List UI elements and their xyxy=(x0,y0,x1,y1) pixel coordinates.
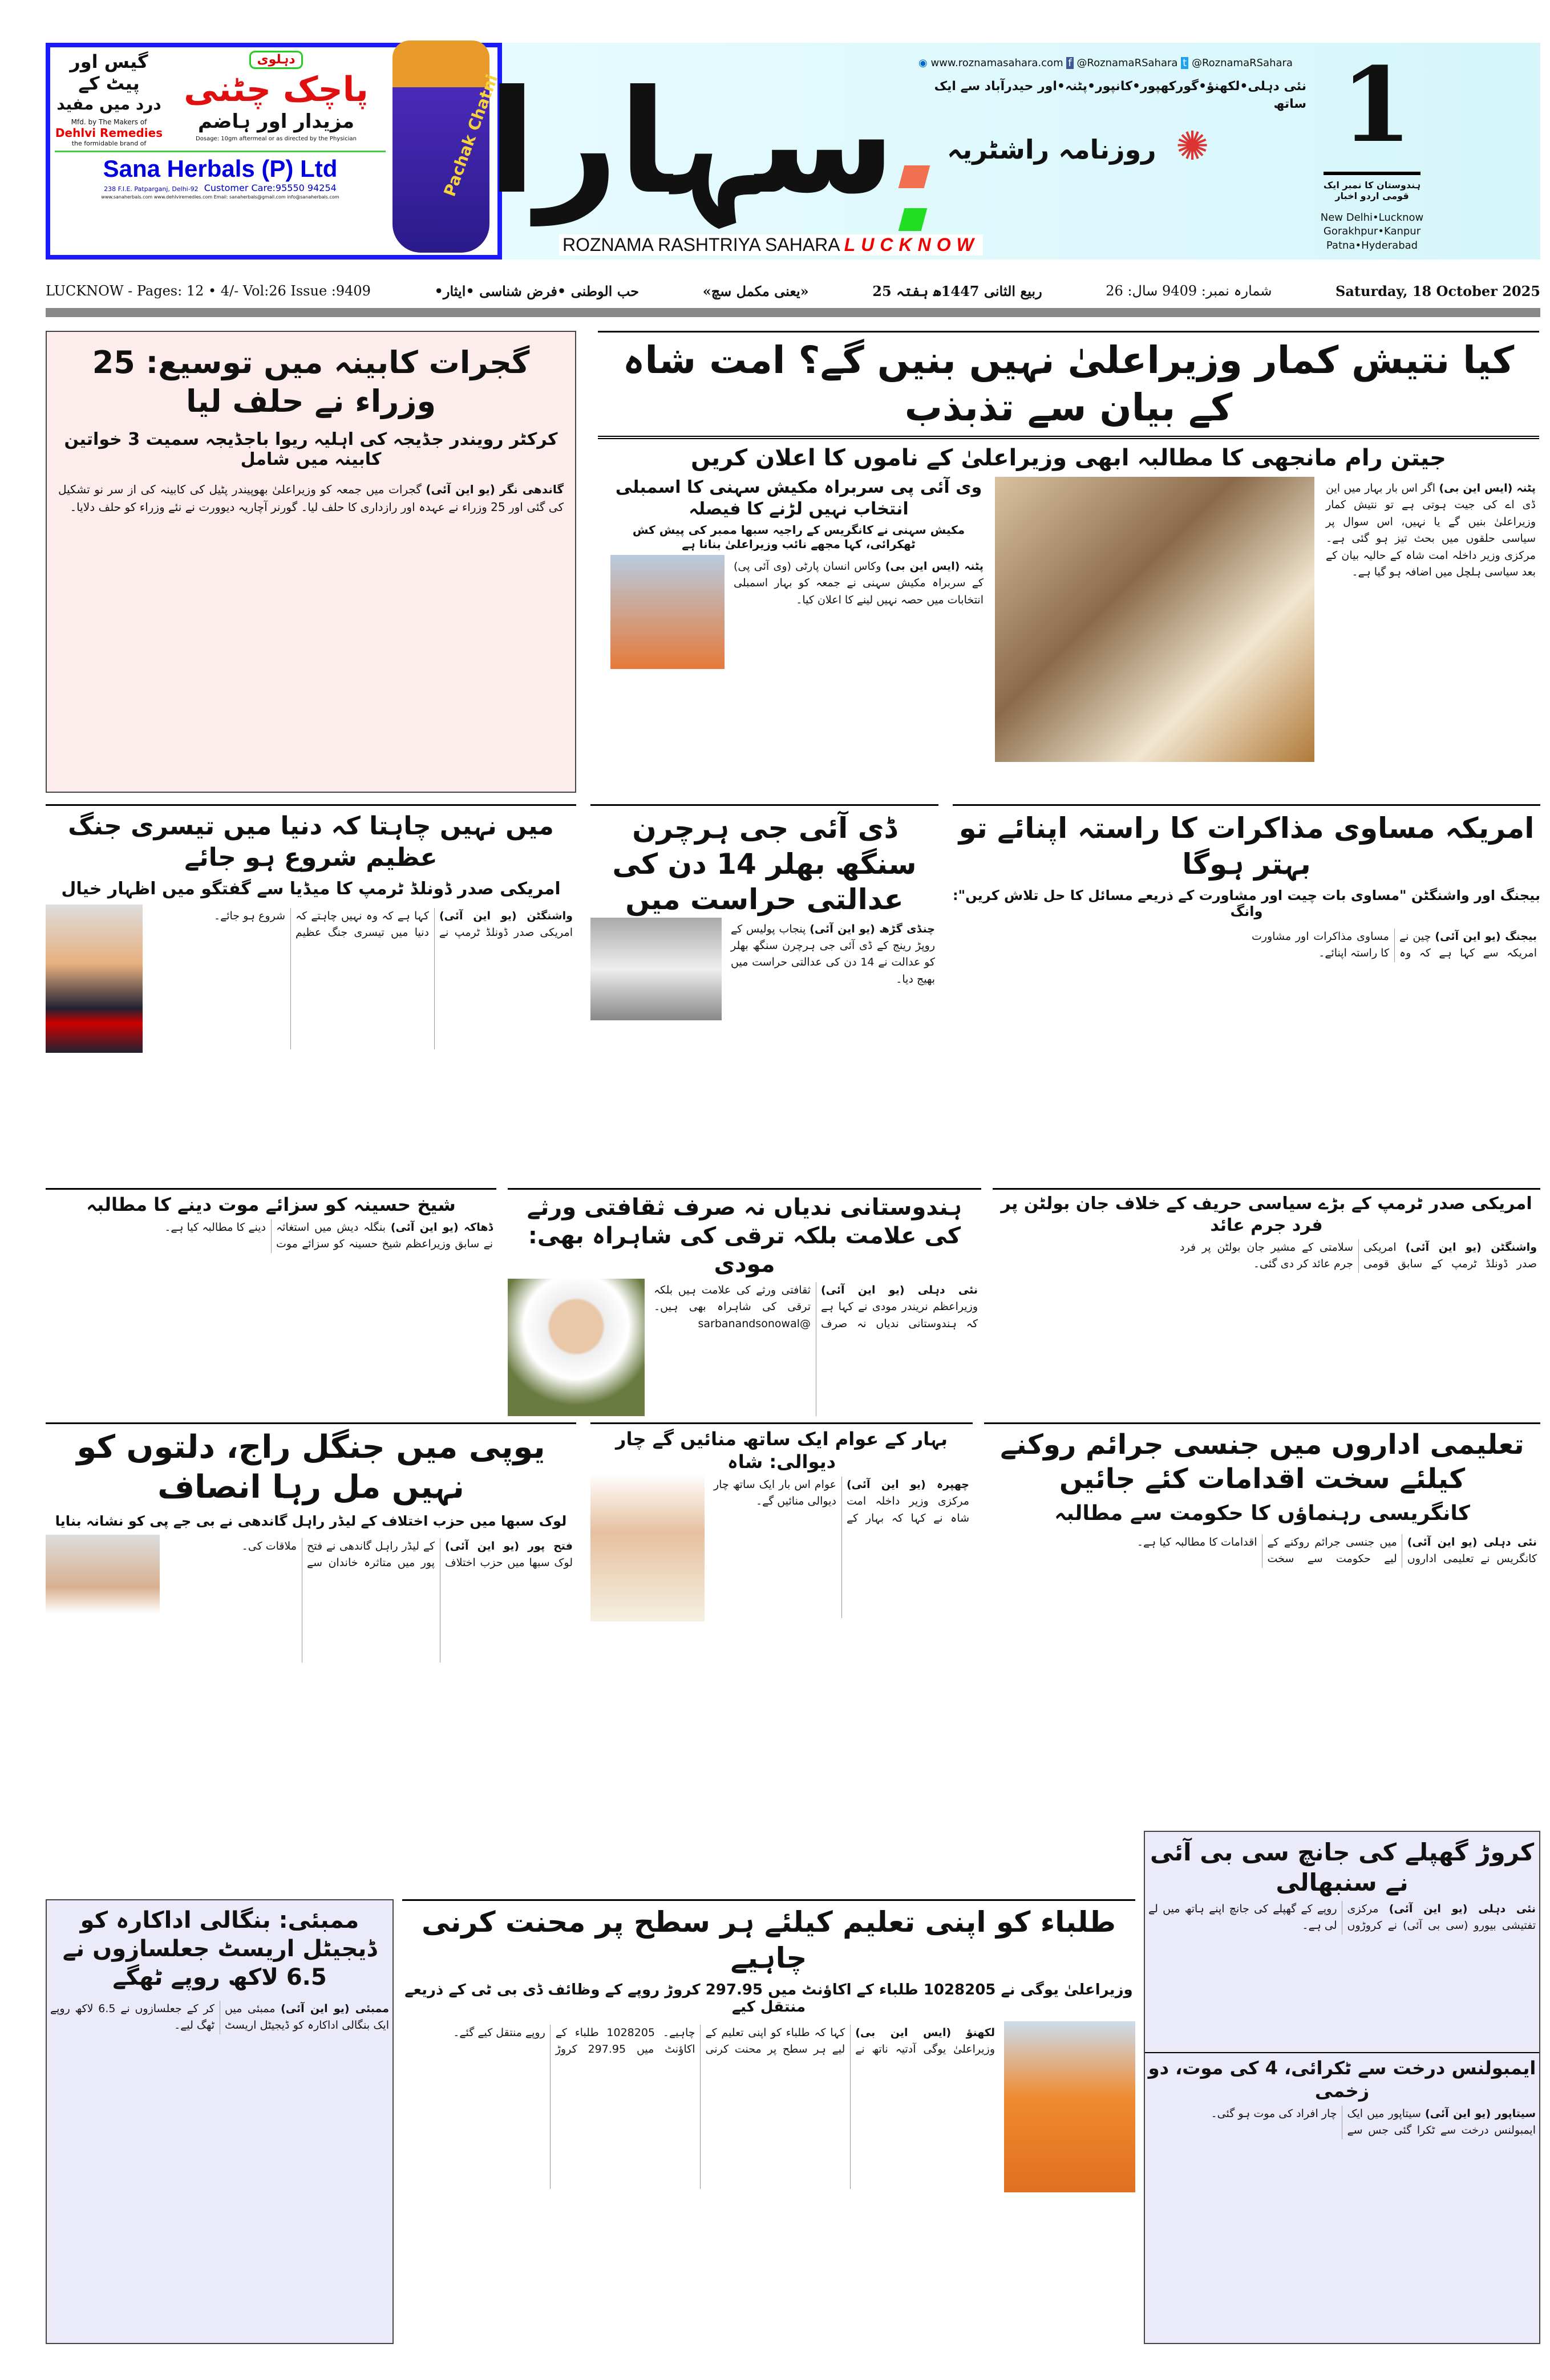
ambulance-body: سیتاپور میں ایک ایمبولنس درخت سے ٹکرا گئی جس سے چار افراد کی موت ہو گئی۔ xyxy=(1211,2107,1536,2137)
mumbai-body: ممبئی میں ایک بنگالی اداکارہ کو ڈیجیٹل اریسٹ کر کے جعلسازوں نے 6.5 لاکھ روپے ٹھگ لیے۔ xyxy=(50,2002,389,2032)
gujarat-body: گجرات میں جمعہ کو وزیراعلیٰ بھوپیندر پٹیل کی کابینہ کی از سر نو تشکیل کی گئی اور 25 وزراء نے عہدہ اور رازداری کا حلف لیا۔ گورنر آچاریہ دیوورت نے نئے وزراء کو حلف دلایا۔ xyxy=(58,483,564,514)
hijri-date: 25 ربیع الثانی 1447ھ ہفتہ xyxy=(872,282,1042,299)
byline: چھپرہ (یو این آئی) xyxy=(847,1478,969,1491)
ad-contact-row xyxy=(55,183,386,193)
mukesh-sahni-photo xyxy=(610,555,725,669)
up-subheadline: لوک سبھا میں حزب اختلاف کے لیڈر راہل گاندھی نے بی جے پی کو نشانہ بنایا xyxy=(55,1513,567,1529)
ad-content xyxy=(55,51,386,200)
divider-bar xyxy=(46,308,1540,317)
lead-headline: کیا نتیش کمار وزیراعلیٰ نہیں بنیں گے؟ امت شاہ کے بیان سے تذبذب xyxy=(598,331,1539,439)
ad-remedies: Dehlvi Remedies xyxy=(55,126,163,140)
twitter-handle: @sarbanandsonowal xyxy=(698,1317,811,1330)
lead-body-text: اگر اس بار بہار میں این ڈی اے کی جیت ہوتی ہے تو نتیش کمار وزیراعلیٰ بنیں گے یا نہیں، اس سوال پر سیاسی حلقوں میں بحث تیز ہو گئی ہے۔ مرکزی وزیر داخلہ امت شاہ کے حالیہ بیان کے بعد سیاسی ہلچل میں اضافہ ہو گیا ہے۔ xyxy=(1326,482,1536,579)
modi-headline: ہندوستانی ندیاں نہ صرف ثقافتی ورثے کی علامت بلکہ ترقی کی شاہراہ بھی: مودی xyxy=(527,1194,962,1278)
byline: نئی دہلی (یو این آئی) xyxy=(1407,1536,1537,1548)
byline: ڈھاکہ (یو این آئی) xyxy=(390,1221,493,1234)
ad-web: www.sanaherbals.com www.dehlviremedies.com Email: sanaherbals@gmail.com info@sanaherbals.com xyxy=(101,194,339,200)
up-body: لوک سبھا میں حزب اختلاف کے لیڈر راہل گاندھی نے فتح پور میں متاثرہ خاندان سے ملاقات کی۔ xyxy=(241,1540,573,1570)
lead-body xyxy=(1322,477,1539,793)
us-talks-headline: امریکہ مساوی مذاکرات کا راستہ اپنائے تو بہتر ہوگا xyxy=(958,812,1535,881)
byline: پٹنہ (ایس این بی) xyxy=(885,560,984,573)
cities-line: Gorakhpur•Kanpur xyxy=(1323,225,1421,238)
byline: گاندھی نگر (یو این آئی) xyxy=(426,483,564,496)
students-body: وزیراعلیٰ یوگی آدتیہ ناتھ نے کہا کہ طلباء کو اپنی تعلیم کے لیے ہر سطح پر محنت کرنی چاہیے۔ 1028205 طلباء کے اکاؤنٹ میں 297.95 کروڑ روپے منتقل کیے گئے۔ xyxy=(453,2026,995,2056)
motto: •حب الوطنی •فرض شناسی •ایثار xyxy=(434,282,640,299)
up-jungle-raj-story[interactable] xyxy=(46,1422,576,1890)
byline: سیتاپور (یو این آئی) xyxy=(1424,2107,1536,2120)
social-links xyxy=(918,57,1293,69)
masthead xyxy=(487,43,1540,260)
education-body: کانگریس نے تعلیمی اداروں میں جنسی جرائم روکنے کے لیے حکومت سے سخت اقدامات کا مطالبہ کیا ہے۔ xyxy=(1136,1536,1537,1566)
side-subheadline: مکیش سہنی نے کانگریس کے راجیہ سبھا ممبر کی پیش کش ٹھکرائی، کہا مجھے نائب وزیراعلیٰ بنانا ہے xyxy=(632,523,965,551)
mukesh-sahni-story xyxy=(610,477,987,793)
flag-saffron xyxy=(899,165,930,188)
scam-body: مرکزی تفتیشی بیورو (سی بی آئی) نے کروڑوں روپے کے گھپلے کی جانچ اپنے ہاتھ میں لے لی ہے۔ xyxy=(1148,1903,1536,1932)
amit-shah-nitish-photo xyxy=(995,477,1314,762)
jar-label: Pachak Chatni xyxy=(440,72,502,199)
slogan: «یعنی مکمل سچ» xyxy=(702,282,809,299)
roznama-rashtriya: روزنامہ راشٹریہ xyxy=(947,134,1156,165)
education-headline: تعلیمی اداروں میں جنسی جرائم روکنے کیلئے سخت اقدامات کئے جائیں xyxy=(1000,1429,1524,1495)
ad-customer-care: Customer Care:95550 94254 xyxy=(204,182,337,193)
students-subheadline: وزیراعلیٰ یوگی نے 1028205 طلباء کے اکاؤنٹ میں 297.95 کروڑ روپے کے وظائف ڈی بی ٹی کے ذریعے منتقل کیے xyxy=(404,1981,1133,2016)
facebook-icon: f xyxy=(1066,57,1073,69)
hasina-body: بنگلہ دیش میں استغاثہ نے سابق وزیراعظم شیخ حسینہ کو سزائے موت دینے کا مطالبہ کیا ہے۔ xyxy=(164,1221,493,1251)
up-headline: یوپی میں جنگل راج، دلتوں کو نہیں مل رہا انصاف xyxy=(76,1429,545,1506)
trump-war-story[interactable] xyxy=(46,804,576,1181)
cities-line: Patna•Hyderabad xyxy=(1326,239,1418,252)
ad-dosage: Dosage: 10gm aftermeal or as directed by the Physician xyxy=(196,136,357,143)
byline: واشنگٹن (یو این آئی) xyxy=(439,910,573,922)
education-subheadline: کانگریسی رہنماؤں کا حکومت سے مطالبہ xyxy=(1054,1502,1470,1525)
badge-rule xyxy=(1324,172,1421,175)
bihar-body: مرکزی وزیر داخلہ امت شاہ نے کہا کہ بہار کے عوام اس بار ایک ساتھ چار دیوالی منائیں گے۔ xyxy=(714,1478,969,1525)
hasina-headline: شیخ حسینہ کو سزائے موت دینے کا مطالبہ xyxy=(86,1194,456,1215)
dig-headline: ڈی آئی جی ہرچرن سنگھ بھلر 14 دن کی عدالتی حراست میں xyxy=(612,812,917,916)
trump-photo xyxy=(46,905,143,1053)
ad-divider xyxy=(55,151,386,152)
gujarat-cabinet-story[interactable] xyxy=(46,331,576,793)
dig-photo xyxy=(590,918,722,1020)
byline: پٹنہ (ایس این بی) xyxy=(1439,482,1536,494)
ad-address: 238 F.I.E. Patparganj, Delhi-92 xyxy=(104,185,199,193)
hasina-story[interactable] xyxy=(46,1188,496,1416)
english-title xyxy=(559,234,983,256)
advertisement-pachak-chatni[interactable] xyxy=(46,43,502,260)
web-icon: ◉ xyxy=(918,57,928,69)
us-talks-story[interactable] xyxy=(953,804,1540,1181)
dig-story[interactable] xyxy=(590,804,938,1181)
sahara-logo: سہارا xyxy=(487,59,896,225)
byline: لکھنؤ (ایس این بی) xyxy=(855,2026,995,2039)
lead-subheadline: جیتن رام مانجھی کا مطالبہ ابھی وزیراعلیٰ کے ناموں کا اعلان کریں xyxy=(691,445,1446,471)
dig-body: پنجاب پولیس کے روپڑ رینج کے ڈی آئی جی ہرچرن سنگھ بھلر کو عدالت نے 14 دن کی عدالتی حراست میں بھیج دیا۔ xyxy=(731,922,936,986)
modi-photo xyxy=(508,1279,645,1416)
bolton-headline: امریکی صدر ٹرمپ کے بڑے سیاسی حریف کے خلاف جان بولٹن پر فرد جرم عائد xyxy=(1001,1194,1532,1235)
ad-tagline: مزیدار اور ہاضم xyxy=(197,110,355,133)
english-title-text: ROZNAMA RASHTRIYA SAHARA xyxy=(562,234,839,255)
byline: نئی دہلی (یو این آئی) xyxy=(1389,1903,1536,1915)
cbi-scam-story[interactable] xyxy=(1144,1831,1540,2344)
side-headline: وی آئی پی سربراہ مکیش سہنی کا اسمبلی انتخاب نہیں لڑنے کا فیصلہ xyxy=(615,477,982,519)
students-story[interactable] xyxy=(402,1899,1135,2344)
rahul-gandhi-photo xyxy=(46,1535,160,1666)
lead-story[interactable] xyxy=(598,331,1539,793)
yogi-photo xyxy=(1004,2021,1135,2192)
us-talks-body: چین نے امریکہ سے کہا ہے کہ وہ مساوی مذاکرات اور مشاورت کا راستہ اپنائے۔ xyxy=(1252,930,1537,960)
education-story[interactable] xyxy=(984,1422,1540,1822)
sahara-sun-emblem: ✺ xyxy=(1175,123,1209,169)
byline: فتح پور (یو این آئی) xyxy=(445,1540,573,1552)
ambulance-headline: ایمبولنس درخت سے ٹکرائی، 4 کی موت، دو زخمی xyxy=(1145,2052,1539,2102)
byline: چنڈی گڑھ (یو این آئی) xyxy=(810,922,935,935)
ad-line1: گیس اور پیٹ کے xyxy=(70,51,148,95)
pages-vol-issue: LUCKNOW - Pages: 12 • 4/- Vol:26 Issue :9409 xyxy=(46,283,371,299)
bolton-body: امریکی صدر ڈونلڈ ٹرمپ کے سابق قومی سلامتی کے مشیر جان بولٹن پر فرد جرم عائد کر دی گئی۔ xyxy=(1180,1241,1537,1271)
date: Saturday, 18 October 2025 xyxy=(1335,282,1540,299)
modi-rivers-story[interactable] xyxy=(508,1188,981,1416)
byline: واشنگٹن (یو این آئی) xyxy=(1405,1241,1537,1254)
chatni-jar-image xyxy=(392,40,502,253)
ad-line2: درد میں مفید xyxy=(56,94,161,113)
gujarat-headline: گجرات کابینہ میں توسیع: 25 وزراء نے حلف لیا xyxy=(92,344,530,419)
amit-shah-photo xyxy=(590,1473,705,1621)
byline: بیجنگ (یو این آئی) xyxy=(1435,930,1537,943)
gujarat-subheadline: کرکٹر رویندر جڈیجہ کی اہلیہ ریوا باجڈیجہ سمیت 3 خواتین کابینہ میں شامل xyxy=(64,429,558,469)
ad-company: Sana Herbals (P) Ltd xyxy=(103,155,338,183)
ad-formidable: the formidable brand of xyxy=(71,140,147,148)
facebook-link[interactable]: @RoznamaRSahara xyxy=(1076,57,1178,69)
scam-headline: کروڑ گھپلے کی جانچ سی بی آئی نے سنبھالی xyxy=(1150,1838,1535,1896)
ad-makers: Mfd. by The Makers of xyxy=(71,118,147,127)
bihar-headline: بہار کے عوام ایک ساتھ منائیں گے چار دیوالی: شاہ xyxy=(616,1428,948,1473)
byline: ممبئی (یو این آئی) xyxy=(281,2002,390,2015)
side-body: وکاس انسان پارٹی (وی آئی پی) کے سربراہ مکیش سہنی نے جمعہ کو بہار اسمبلی انتخابات میں حصہ نہیں لینے کا اعلان کیا۔ xyxy=(734,560,984,606)
issue-number-urdu: شمارہ نمبر: 9409 سال: 26 xyxy=(1106,283,1272,299)
ad-right-column xyxy=(168,51,385,147)
trump-war-subheadline: امریکی صدر ڈونلڈ ٹرمپ کا میڈیا سے گفتگو میں اظہار خیال xyxy=(61,879,561,899)
mumbai-headline: ممبئی: بنگالی اداکارہ کو ڈیجیٹل اریسٹ جعلسازوں نے 6.5 لاکھ روپے ٹھگے xyxy=(62,1907,377,1990)
twitter-icon: t xyxy=(1181,57,1188,69)
cities-line: New Delhi•Lucknow xyxy=(1320,212,1424,224)
students-headline: طلباء کو اپنی تعلیم کیلئے ہر سطح پر محنت کرنی چاہیے xyxy=(422,1905,1116,1974)
us-talks-subheadline: بیجنگ اور واشنگٹن "مساوی بات چیت اور مشاورت کے ذریعے مسائل کا حل تلاش کریں": وانگ xyxy=(953,887,1540,919)
ad-brand-small: دہلوی xyxy=(249,51,302,69)
byline: نئی دہلی (یو این آئی) xyxy=(821,1284,978,1296)
flag-green xyxy=(899,208,928,231)
ad-left-column xyxy=(55,51,163,147)
edition-name: LUCKNOW xyxy=(844,234,980,255)
number-one-badge: 1 xyxy=(1341,45,1413,165)
edition-cities xyxy=(1318,211,1426,253)
dateline xyxy=(46,279,1540,302)
trump-war-headline: میں نہیں چاہتا کہ دنیا میں تیسری جنگ عظیم شروع ہو جائے xyxy=(68,812,554,872)
ad-product-name: پاچک چٹنی xyxy=(184,70,369,110)
twitter-link[interactable]: @RoznamaRSahara xyxy=(1191,57,1293,69)
bihar-shah-story[interactable] xyxy=(590,1422,973,1890)
website-link[interactable]: www.roznamasahara.com xyxy=(930,57,1063,69)
bolton-story[interactable] xyxy=(993,1188,1540,1416)
rank-urdu: ہندوستان کا نمبر ایک قومی اردو اخبار xyxy=(1323,180,1421,201)
ad-top-row xyxy=(55,51,386,147)
mumbai-actress-story[interactable] xyxy=(46,1899,394,2344)
trump-war-body: امریکی صدر ڈونلڈ ٹرمپ نے کہا ہے کہ وہ نہیں چاہتے کہ دنیا میں تیسری جنگ عظیم شروع ہو جائے۔ xyxy=(213,910,573,939)
cities-urdu: نئی دہلی•لکھنؤ•گورکھپور•کانپور•پٹنہ•اور حیدرآباد سے ایک ساتھ xyxy=(934,79,1306,111)
modi-body: وزیراعظم نریندر مودی نے کہا ہے کہ ہندوستانی ندیاں نہ صرف ثقافتی ورثے کی علامت ہیں بلکہ ترقی کی شاہراہ بھی ہیں۔ xyxy=(654,1284,978,1330)
